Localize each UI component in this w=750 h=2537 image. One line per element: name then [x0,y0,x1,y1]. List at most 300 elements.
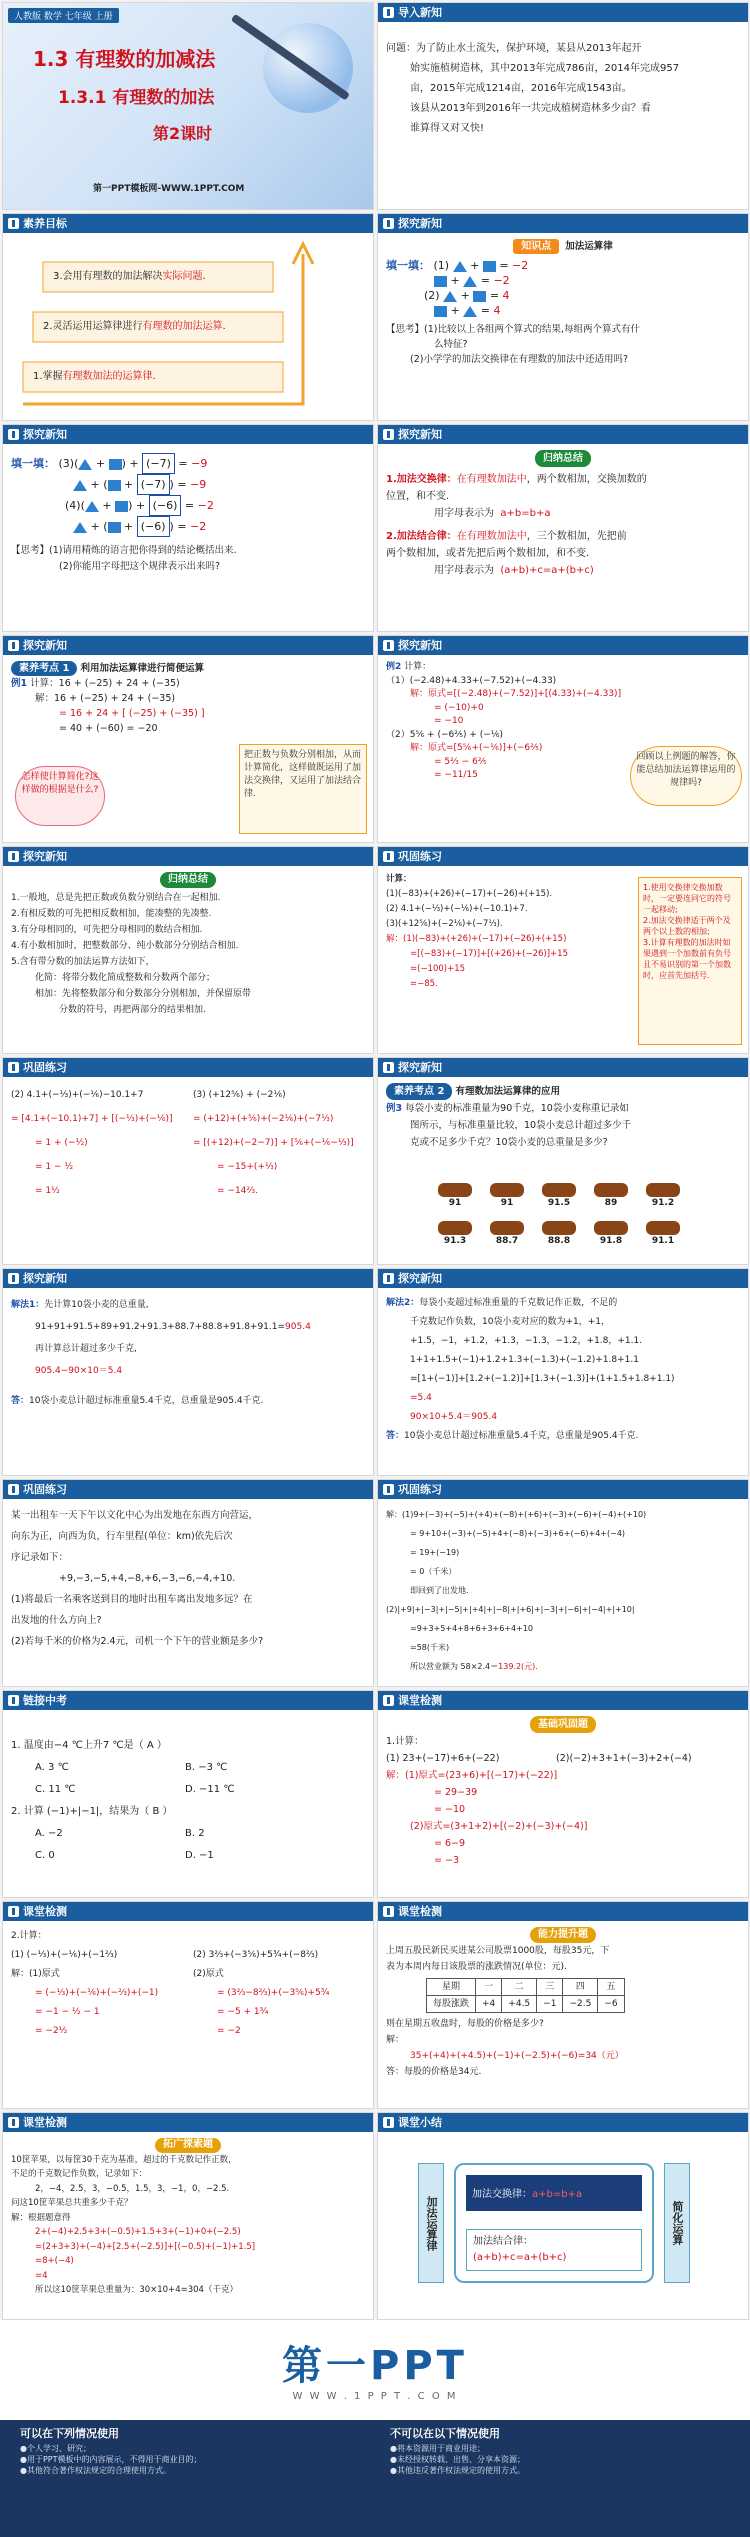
options-row: A. 3 ℃ B. −3 ℃ [35,1762,228,1773]
header-icon [8,1273,19,1284]
triangle-icon [463,306,477,317]
logo-text: 第一PPT [282,2343,468,2389]
slide-class-summary [377,2112,749,2320]
square-icon [108,480,121,491]
square-icon [108,522,121,533]
slide-body [386,239,740,416]
header-text: 课堂检测 [398,1694,442,1707]
header-icon [8,640,19,651]
law-2-line2: 两个数相加，或者先把后两个数相加，和不变. [386,548,590,559]
header-icon [8,429,19,440]
header-text: 巩固练习 [23,1483,67,1496]
sack-weight-label: 91.8 [599,1236,623,1246]
text-line: 亩，2015年完成1214亩，2016年完成1543亩。 [410,83,632,94]
slide-example-2 [377,635,749,843]
tip-box: 把正数与负数分别相加，从而计算简化，这样做既运用了加法交换律，又运用了加法结合律. [239,744,367,834]
answer-line: =(−100)+15 [410,964,466,974]
slide-summary-2 [2,846,374,1054]
answer-line: = −2 [217,2026,241,2036]
law-1: 1.加法交换律：在有理数加法中，两个数相加，交换加数的 [386,474,647,485]
wheat-sacks [428,1183,698,1258]
solution-line: 解：原式=[(−2.48)+(−7.52)]+[(4.33)+(−4.33)] [410,689,622,699]
law-1-line2: 位置，和不变. [386,491,450,502]
slide-test-1 [377,1690,749,1898]
level-title [386,1927,740,1943]
answer-line: =[(−83)+(−17)]+[(+26)+(−26)]+15 [410,949,568,959]
problem-line: 上周五股民新民买进某公司股票1000股，每股35元，下 [386,1946,610,1956]
header-text: 巩固练习 [23,1061,67,1074]
problem-line: 序记录如下： [11,1552,69,1563]
slide-body-right [193,1946,365,2104]
solution-line: 千克数记作负数，10袋小麦对应的数为+1，+1， [410,1317,610,1327]
solution-line: 90×10+5.4＝905.4 [410,1412,498,1422]
slide-exam-link [2,1690,374,1898]
summary-left-label: 加法运算律 [418,2163,444,2283]
header-icon [383,1906,394,1917]
footer-band [0,2420,750,2537]
triangle-icon [463,276,477,287]
answer-line: 2+(−4)+2.5+3+(−0.5)+1.5+3+(−1)+0+(−2.5) [35,2227,241,2237]
options-row: C. 11 ℃ D. −11 ℃ [35,1784,235,1795]
part-2: （2）5⅚ + (−6⅖) + (−⅙) [386,729,504,740]
answer-line: = [(+12)+(−2−7)] + [⅚+(−⅙−⅓)] [193,1138,354,1148]
question: (3) (+12⅚) + (−2⅙) [193,1090,286,1100]
text-line: 问题：为了防止水土流失，保护环境，某县从2013年起开 [386,43,642,54]
header-icon [8,851,19,862]
problem-line: 某一出租车一天下午以文化中心为出发地在东西方向营运， [11,1510,259,1521]
slide-test-4 [2,2112,374,2320]
header-icon [383,1484,394,1495]
sack-weight-label: 91.5 [547,1198,571,1208]
solution-line: 1+1+1.5+(−1)+1.2+1.3+(−1.3)+(−1.2)+1.8+1.1 [410,1355,639,1365]
footer-col-right [390,2428,750,2476]
table-header-cell: 五 [598,1979,624,1996]
solution-line: 解法1：先计算10袋小麦的总重量, [11,1300,149,1310]
goal-1: 1.掌握有理数加法的运算律. [33,371,156,382]
table-cell: +4 [476,1996,502,2013]
slide-body [386,39,740,205]
level-tag: 基础巩固题 [530,1716,596,1733]
sack-weight-label: 91.2 [651,1198,675,1208]
think-line: (2)你能用字母把这个规律表示出来吗? [59,561,220,572]
sack-weight-label: 91 [448,1198,462,1208]
slide-summary-1 [377,424,749,632]
summary-title [386,450,740,467]
problem-line: 则在星期五收盘时，每股的价格是多少? [386,2019,544,2029]
header-text: 巩固练习 [398,1483,442,1496]
slide-body [11,453,365,627]
header-icon [383,2117,394,2128]
think-line: 么特征? [434,339,468,350]
answer-line: = (3⅔−8⅔)+(−3⅚)+5¾ [217,1988,330,1998]
slide-header [3,425,373,444]
answer-line: = −14⅔. [217,1186,258,1196]
footer-logo [0,2320,750,2420]
answer-line: = 6−9 [434,1838,466,1849]
example-line: 例2 计算： [386,662,432,672]
answer-line: = 29−39 [434,1787,478,1798]
slide-example-3 [377,1057,749,1265]
slide-header [378,214,748,233]
slide-body [386,450,740,627]
question: (2) 3⅔+(−3⅚)+5¾+(−8⅔) [193,1950,319,1960]
problem-line: 向东为正，向西为负，行车里程(单位：km)依先后次 [11,1531,233,1542]
wheat-sack [542,1221,576,1235]
example-line: 克或不足多少千克？10袋小麦的总重量是多少? [410,1137,608,1148]
rule-item: 2.有相反数的可先把相反数相加，能凑整的先凑整. [11,909,212,919]
header-text: 课堂检测 [398,1905,442,1918]
lesson-period: 第2课时 [153,124,213,143]
header-icon [383,7,394,18]
problem-line: 不足的千克数记作负数，记录如下： [11,2169,148,2179]
square-icon [434,306,447,317]
slide-header [378,1902,748,1921]
header-text: 探究新知 [23,1272,67,1285]
footer-line: ●个人学习、研究； [20,2444,91,2453]
answer-line: 解： [386,2035,405,2045]
solution-line: = 40 + (−60) = −20 [59,723,158,734]
example-line: 图所示，与标准重量比较，10袋小麦总计超过多少千 [410,1120,632,1131]
review-bubble: 回顾以上例题的解答，你能总结加法运算律运用的规律吗? [630,746,742,806]
triangle-icon [443,291,457,302]
slide-header [3,1269,373,1288]
slide-header [3,1480,373,1499]
fill-row: + = −2 [386,273,740,288]
summary-law-2: 加法结合律： (a+b)+c=a+(b+c) [466,2229,642,2271]
slide-header [3,1691,373,1710]
wheat-sack [594,1221,628,1235]
level-tag: 能力提升题 [530,1927,596,1943]
header-text: 探究新知 [23,850,67,863]
footer-col-left [20,2428,380,2476]
header-icon [383,218,394,229]
answer-line: 所以营业额为 58×2.4＝139.2(元). [410,1662,538,1671]
answer-line: = −5 + 1¾ [217,2007,269,2017]
part-1: （1）(−2.48)+4.33+(−7.52)+(−4.33) [386,675,557,686]
triangle-icon [73,522,87,533]
header-text: 素养目标 [23,217,67,230]
answer-line: = 9+10+(−3)+(−5)+4+(−8)+(−3)+6+(−6)+4+(−4) [410,1529,626,1538]
footer-line: ●其他违反著作权法规定的使用方式。 [390,2466,525,2475]
header-text: 链接中考 [23,1694,67,1707]
question: (1) 23+(−17)+6+(−22) (2)(−2)+3+1+(−3)+2+(−4) [386,1753,692,1764]
header-text: 课堂检测 [23,2116,67,2129]
answer-line: = −2½ [35,2026,68,2036]
square-icon [109,459,122,470]
slide-body [11,872,365,1049]
summary-law-1: 加法交换律：a+b=b+a [466,2175,642,2211]
question: 1. 温度由−4 ℃上升7 ℃是（ A ） [11,1740,167,1751]
fill-row: 填一填： (3)( + ) + (−7) = −9 [11,453,365,474]
question: (1)(−83)+(+26)+(−17)+(−26)+(+15). [386,889,553,899]
header-icon [8,1062,19,1073]
solution-line: = (−10)+0 [434,702,484,713]
slide-header [378,425,748,444]
footer-line: ●用于PPT模板中的内容展示，不得用于商业目的； [20,2455,202,2464]
topic-line: 素养考点 2 有理数加法运算律的应用 [386,1083,740,1100]
answer-line: (2)原式=(3+1+2)+[(−2)+(−3)+(−4)] [410,1821,588,1832]
summary-right-label: 简化运算 [664,2163,690,2283]
slide-practice-3-answer [377,1479,749,1687]
level-title [386,1716,740,1733]
summary-title [11,872,365,888]
header-text: 导入新知 [398,6,442,19]
slide-header [378,3,748,22]
rule-item: 3.有分母相同的，可先把分母相同的数结合相加. [11,925,203,935]
law-1-formula: 用字母表示为 a+b=b+a [434,508,551,519]
header-icon [8,2117,19,2128]
slide-practice-2 [2,1057,374,1265]
knowledge-tag: 知识点 [513,239,559,254]
answer-line: 答：10袋小麦总计超过标准重量5.4千克，总重量是905.4千克. [11,1396,264,1406]
header-icon [383,640,394,651]
triangle-icon [73,480,87,491]
tip-box: 1.使用交换律交换加数时，一定要连同它的符号一起移动; 2.加法交换律适于两个及两个以上数的相加; 3.计算有理数的加法时如果遇到一个加数前有负号且不易识别的第一个加数时，应首先加括号. [638,877,742,1045]
slide-title [2,2,374,210]
solution-line: = −11/15 [434,770,478,780]
solution-line: = −10 [434,716,464,726]
table-cell: −1 [537,1996,563,2013]
problem-line: 问这10筐苹果总共重多少千克？ [11,2198,133,2208]
header-text: 巩固练习 [398,850,442,863]
think-line: 【思考】(1)比较以上各组两个算式的结果,每组两个算式有什 [386,324,640,335]
slide-header [378,1480,748,1499]
header-text: 探究新知 [398,1061,442,1074]
wheat-sack [646,1221,680,1235]
slide-header [378,2113,748,2132]
wheat-sack [542,1183,576,1197]
answer-line: 解：(1)原式=(23+6)+[(−17)+(−22)] [386,1770,558,1781]
slide-intro [377,2,749,210]
header-text: 探究新知 [23,639,67,652]
triangle-icon [85,501,99,512]
answer-line: = 1½ [35,1186,60,1196]
answer-line: 答：每股的价格是34元. [386,2067,482,2077]
table-cell: 每股涨跌 [427,1996,476,2013]
answer-line: 解：根据题意得 [11,2212,71,2223]
footer-line: ●将本资源用于商业用途； [390,2444,485,2453]
solution-line: 905.4−90×10＝5.4 [35,1366,123,1376]
question: (2) 4.1+(−⅓)+(−⅙)+(−10.1)+7. [386,904,528,914]
table-header-cell: 二 [502,1979,537,1996]
header-text: 课堂小结 [398,2116,442,2129]
question: (3)(+12⅚)+(−2⅙)+(−7⅓). [386,919,503,929]
slide-test-3 [377,1901,749,2109]
square-icon [473,291,486,302]
answer-line: = −15+(+⅓) [217,1162,278,1172]
summary-tag: 归纳总结 [535,450,591,467]
wheat-sack [646,1183,680,1197]
footer-line: ●未经授权转载、出售、分享本资源； [390,2455,525,2464]
slide-explore-1 [377,213,749,421]
summary-tag: 归纳总结 [160,872,216,888]
rule-item: 分数的符号，再把两部分的结果相加. [59,1005,206,1015]
table-cell: +4.5 [502,1996,537,2013]
header-icon [8,1695,19,1706]
slide-body [11,1735,365,1893]
price-table [426,1978,625,2013]
slide-test-2 [2,1901,374,2109]
header-icon [383,1695,394,1706]
solution-line: = 16 + 24 + [ (−25) + (−35) ] [59,708,205,719]
fill-row: (4)( + ) + (−6) = −2 [11,495,365,516]
slide-header [378,1269,748,1288]
slide-body [386,1505,740,1682]
header-icon [383,1273,394,1284]
solution-line: =5.4 [410,1393,432,1403]
slide-practice-1 [377,846,749,1054]
answer-line: 解：(1)(−83)+(+26)+(−17)+(−26)+(+15) [386,934,567,944]
answer-line: 35+(+4)+(+4.5)+(−1)+(−2.5)+(−6)=34（元） [410,2051,624,2061]
slide-solution-2 [377,1268,749,1476]
slide-body [386,872,630,1049]
fill-row: + ( + (−7) ) = −9 [11,474,365,495]
question: 2. 计算 (−1)+|−1|，结果为（ B ） [11,1806,173,1817]
thinking-bubble: 怎样使计算简化?这样做的根据是什么? [15,766,105,826]
answer-line: = 0（千米） [410,1567,457,1576]
table-header-cell: 星期 [427,1979,476,1996]
triangle-icon [453,261,467,272]
lesson-title: 1.3 有理数的加减法 [33,47,216,71]
slide-example-1 [2,635,374,843]
answer-line: 即回到了出发地. [410,1586,469,1595]
question: (2) 4.1+(−⅓)+(−⅙)−10.1+7 [11,1090,144,1100]
answer-line: 解：(1)9+(−3)+(−5)+(+4)+(−8)+(+6)+(−3)+(−6)+(−4)+(+10) [386,1510,647,1519]
slide-header [3,2113,373,2132]
square-icon [483,261,496,272]
table-cell: −2.5 [563,1996,598,2013]
slide-body [11,1294,365,1471]
footer-line: ●其他符合著作权法规定的合理使用方式。 [20,2466,171,2475]
text-line: 谁算得又对又快! [410,123,485,134]
problem-line: (1)将最后一名乘客送到目的地时出租车离出发地多远？在 [11,1594,253,1605]
example-line: 例1 计算：16 + (−25) + 24 + (−35) [11,678,180,689]
slide-body [386,1716,740,1893]
solution-line: 解：16 + (−25) + 24 + (−35) [35,693,176,704]
slide-solution-1 [2,1268,374,1476]
square-icon [115,501,128,512]
table-header-cell: 一 [476,1979,502,1996]
answer-line: = (+12)+(+⅚)+(−2⅙)+(−7⅓) [193,1114,334,1124]
problem-line: 10筐苹果，以每筐30千克为基准，超过的千克数记作正数， [11,2154,237,2165]
answer-line: (2)原式 [193,1969,224,1979]
solution-line: =[1+(−1)]+[1.2+(−1.2)]+[1.3+(−1.3)]+(1+1.5+1.8+1.1) [410,1374,675,1384]
problem-line: +9,−3,−5,+4,−8,+6,−3,−6,−4,+10. [59,1573,236,1584]
table-header-cell: 四 [563,1979,598,1996]
answer-line: =58(千米) [410,1643,450,1652]
answer-line: =4 [35,2270,48,2281]
rule-item: 4.有小数相加时，把整数部分、纯小数部分分别结合相加. [11,941,239,951]
footer-right-title: 不可以在以下情况使用 [390,2427,500,2440]
header-text: 课堂检测 [23,1905,67,1918]
question: 2.计算： [11,1931,47,1941]
fill-row: + ( + (−6) ) = −2 [11,516,365,537]
level-tag: 拓广探索题 [155,2138,221,2153]
table-header-row [427,1979,625,1996]
answer-line: 解：(1)原式 [11,1969,60,1979]
goal-2: 2.灵活运用运算律进行有理数的加法运算. [43,321,226,332]
answer-line: = −3 [434,1855,459,1866]
slide-body [11,1505,365,1682]
logo-url: W W W . 1 P P T . C O M [292,2391,458,2402]
answer-line: = 1 + (−½) [35,1138,88,1148]
law-2-formula: 用字母表示为 (a+b)+c=a+(b+c) [434,565,594,576]
lesson-subtitle: 1.3.1 有理数的加法 [58,88,215,108]
answer-line: =−85. [410,979,438,989]
answer-line: 答：10袋小麦总计超过标准重量5.4千克，总重量是905.4千克. [386,1431,639,1441]
slide-body-right [193,1083,365,1260]
answer-line: (2)|+9|+|−3|+|−5|+|+4|+|−8|+|+6|+|−3|+|−6|+|−4|+|+10| [386,1605,635,1614]
header-icon [8,1906,19,1917]
wheat-sack [490,1183,524,1197]
answer-line: = −10 [434,1804,466,1815]
rule-item: 5.含有带分数的加法运算方法如下， [11,957,155,967]
solution-line: 解：原式=[5⅚+(−⅙)]+(−6⅖) [410,743,543,753]
slide-body-left [11,1083,187,1260]
problem-line: 表为本周内每日该股票的涨跌情况(单位：元). [386,1962,567,1972]
header-text: 探究新知 [398,217,442,230]
slide-header [378,1691,748,1710]
header-icon [383,1062,394,1073]
header-icon [8,1484,19,1495]
wheat-sack [490,1221,524,1235]
table-cell: −6 [598,1996,624,2013]
answer-line: =8+(−4) [35,2256,74,2266]
sack-weight-label: 88.7 [495,1236,519,1246]
fill-row: (2) + = 4 [424,289,510,302]
wheat-sack [594,1183,628,1197]
slide-header [3,1902,373,1921]
header-icon [383,429,394,440]
practice-title: 计算： [386,874,412,884]
fill-row: + = 4 [386,303,740,318]
problem-line: (2)若每千米的价格为2.4元，司机一个下午的营业额是多少? [11,1636,264,1647]
problem-line: 出发地的什么方向上? [11,1615,102,1626]
text-line: 该县从2013年到2016年一共完成植树造林多少亩？看 [410,103,651,114]
solution-line: = 5⅔ − 6⅖ [434,756,487,767]
answer-line: = 19+(−19) [410,1548,460,1557]
square-icon [434,276,447,287]
answer-line: 所以这10筐苹果总重量为：30×10+4=304（千克） [35,2285,238,2295]
footer-left-title: 可以在下列情况使用 [20,2427,119,2440]
rule-item: 相加：先将整数部分和分数部分分别相加，并保留原带 [35,989,252,999]
answer-line: = [4.1+(−10.1)+7] + [(−⅓)+(−⅙)] [11,1114,173,1124]
slide-body-left [11,1927,183,2104]
header-icon [383,851,394,862]
solution-line: +1.5，−1，+1.2，+1.3，−1.3，−1.2，+1.8，+1.1. [410,1336,643,1346]
header-text: 探究新知 [398,1272,442,1285]
answer-line: = (−⅓)+(−⅙)+(−⅔)+(−1) [35,1988,159,1998]
answer-line: = −1 − ½ − 1 [35,2007,100,2017]
question: 1.计算： [386,1736,424,1747]
knowledge-title: 知识点 加法运算律 [386,239,740,254]
triangle-icon [78,459,92,470]
think-line: 【思考】(1)请用精炼的语言把你得到的结论概括出来. [11,545,237,556]
sack-weight-label: 88.8 [547,1236,571,1246]
fill-row: 填一填： (1) + = −2 [386,259,529,272]
level-title [11,2138,365,2153]
think-line: (2)小学学的加法交换律在有理数的加法中还适用吗? [410,354,628,365]
topic-line: 素养考点 1 利用加法运算律进行简便运算 [11,661,365,676]
slide-header [3,636,373,655]
sack-weight-label: 89 [604,1198,618,1208]
table-header-cell: 三 [537,1979,563,1996]
staircase-graphic [3,214,374,421]
example-line: 例3 每袋小麦的标准重量为90千克，10袋小麦称重记录如 [386,1103,629,1114]
solution-line: 91+91+91.5+89+91.2+91.3+88.7+88.8+91.8+91.1=905.4 [35,1322,311,1332]
slide-body [386,1927,740,2104]
site-url: 第一PPT模板网-WWW.1PPT.COM [93,184,245,194]
